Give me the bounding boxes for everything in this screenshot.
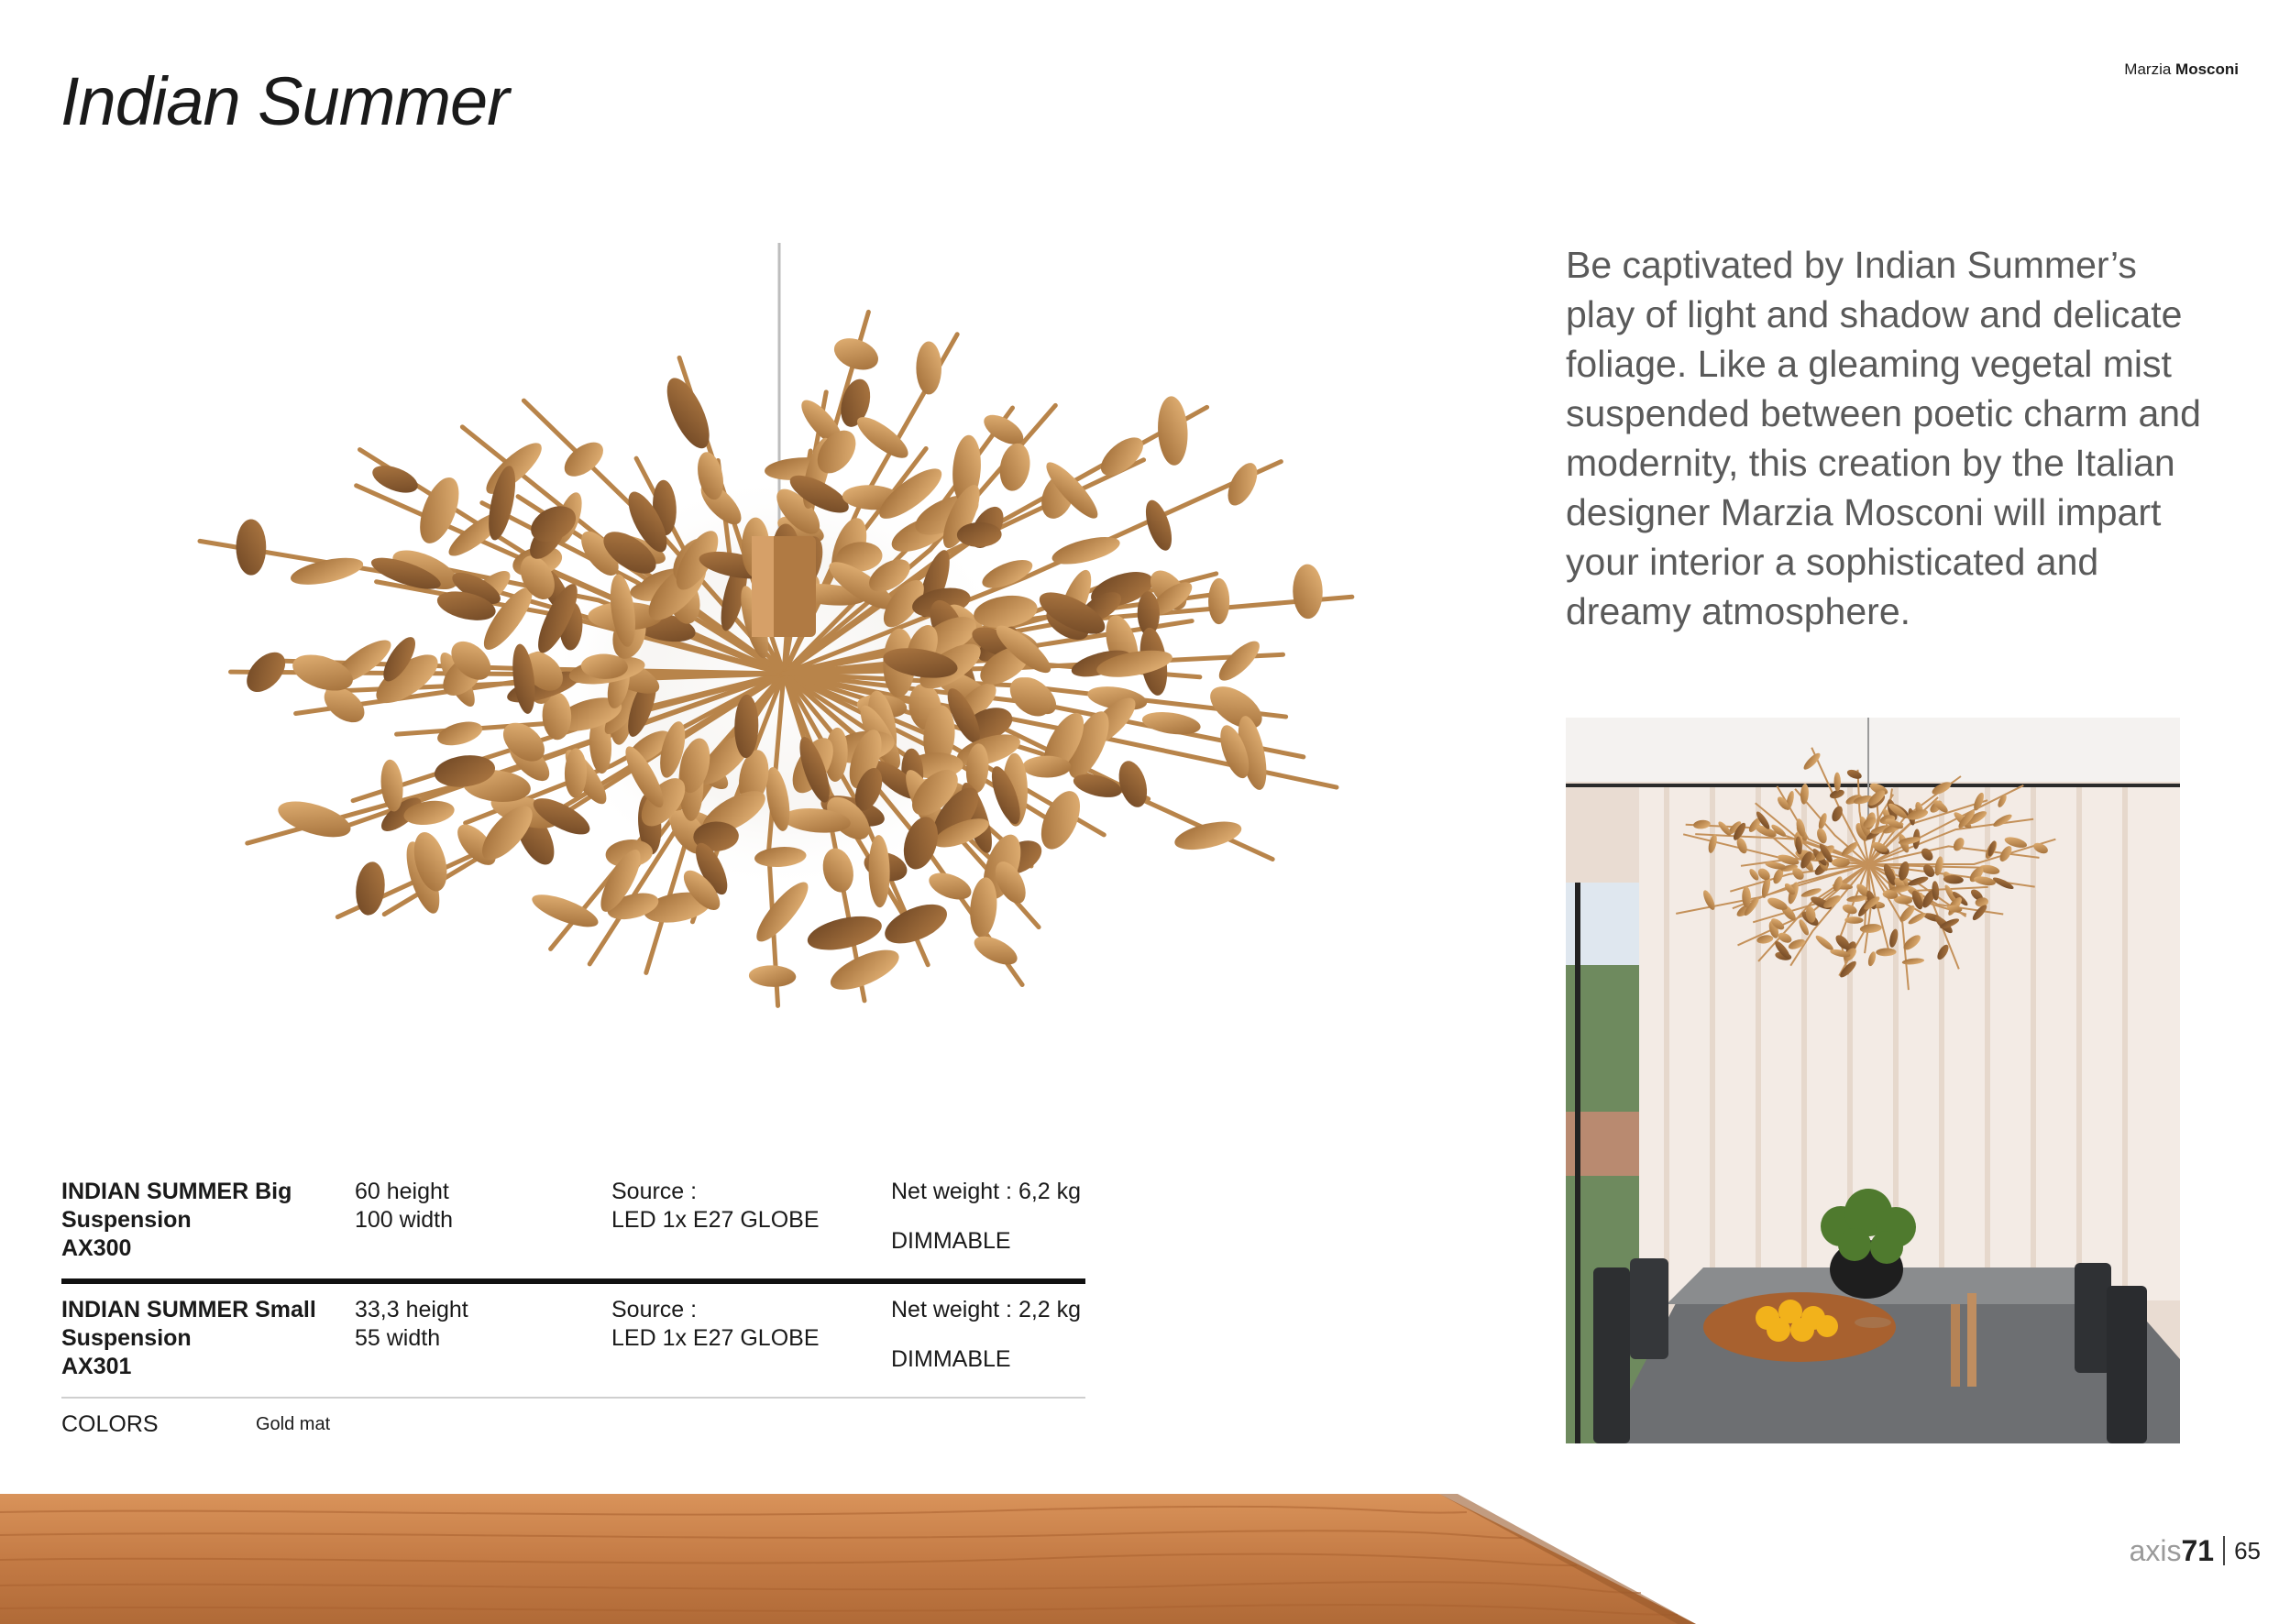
- leaf: [925, 868, 974, 905]
- brand-name: axis: [2129, 1533, 2182, 1567]
- colors-row: [61, 1410, 1085, 1447]
- chandelier-image: [119, 243, 1448, 1086]
- leaf: [1832, 858, 1850, 867]
- product-name: [61, 1296, 336, 1381]
- net-weight: Net weight : 6,2 kg: [891, 1179, 1082, 1204]
- leaf: [830, 333, 883, 376]
- product-code: AX301: [61, 1354, 132, 1379]
- leaf: [996, 441, 1034, 493]
- product-weight: [891, 1296, 1093, 1374]
- page-number: 65: [2234, 1536, 2261, 1564]
- source-value: LED 1x E27 GLOBE: [611, 1207, 820, 1233]
- dimmable-label: DIMMABLE: [891, 1346, 1011, 1372]
- spec-table: [61, 1178, 1085, 1447]
- product-height: 60 height: [355, 1179, 449, 1204]
- product-source: [611, 1296, 886, 1353]
- leaf: [852, 411, 914, 465]
- colors-label: COLORS: [61, 1411, 159, 1437]
- source-label: Source :: [611, 1179, 698, 1204]
- leaf: [1156, 396, 1189, 466]
- designer-last-name: Mosconi: [2175, 60, 2239, 78]
- leaf: [1173, 817, 1245, 855]
- net-weight: Net weight : 2,2 kg: [891, 1297, 1082, 1322]
- leaf: [970, 930, 1021, 970]
- leaf: [825, 942, 904, 998]
- leaf: [804, 910, 885, 956]
- designer-name: [2124, 60, 2239, 79]
- product-weight: [891, 1178, 1093, 1256]
- table-row: [61, 1296, 1085, 1397]
- product-type: Suspension: [61, 1207, 192, 1233]
- brand-logo: [2130, 1534, 2215, 1568]
- product-code: AX300: [61, 1235, 132, 1261]
- product-name-line: INDIAN SUMMER Big: [61, 1179, 292, 1204]
- source-label: Source :: [611, 1297, 698, 1322]
- leaf: [1214, 635, 1266, 686]
- divider: [61, 1397, 1085, 1399]
- brand-mark: 71: [2181, 1533, 2215, 1567]
- colors-value: Gold mat: [256, 1414, 331, 1434]
- leaf: [1293, 564, 1323, 619]
- leaf: [274, 795, 355, 844]
- product-type: Suspension: [61, 1325, 192, 1351]
- designer-first-name: Marzia: [2124, 60, 2172, 78]
- product-description: Be captivated by Indian Summer’s play of light and shadow and delicate foliage. Like a gleaming vegetal mist suspended between poetic charm and modernity, this creation by the Italian designer Marzia Mosconi will impart your interior a sophisticated and dreamy atmosphere.: [1566, 244, 2201, 632]
- divider: [61, 1278, 1085, 1284]
- leaf: [236, 519, 266, 575]
- leaf: [879, 896, 952, 951]
- leaf: [435, 718, 485, 750]
- product-name: [61, 1178, 336, 1263]
- dimmable-label: DIMMABLE: [891, 1228, 1011, 1254]
- wood-table-image: [0, 1494, 1696, 1624]
- brand-footer: [2130, 1532, 2261, 1569]
- product-width: 100 width: [355, 1207, 454, 1233]
- product-source: [611, 1178, 886, 1234]
- leaf: [1208, 578, 1229, 624]
- leaf: [1022, 756, 1071, 778]
- product-name-line: INDIAN SUMMER Small: [61, 1297, 316, 1322]
- product-dimensions: [355, 1296, 593, 1353]
- interior-photo: [1566, 718, 2180, 1443]
- leaf: [1140, 497, 1177, 554]
- divider: [2223, 1536, 2225, 1565]
- leaf: [916, 342, 941, 395]
- page-title: Indian Summer: [61, 63, 509, 139]
- leaf: [749, 965, 797, 988]
- leaf: [1095, 431, 1150, 483]
- table-row: [61, 1178, 1085, 1278]
- product-height: 33,3 height: [355, 1297, 468, 1322]
- source-value: LED 1x E27 GLOBE: [611, 1325, 820, 1351]
- product-width: 55 width: [355, 1325, 441, 1351]
- leaf: [528, 888, 601, 933]
- product-dimensions: [355, 1178, 593, 1234]
